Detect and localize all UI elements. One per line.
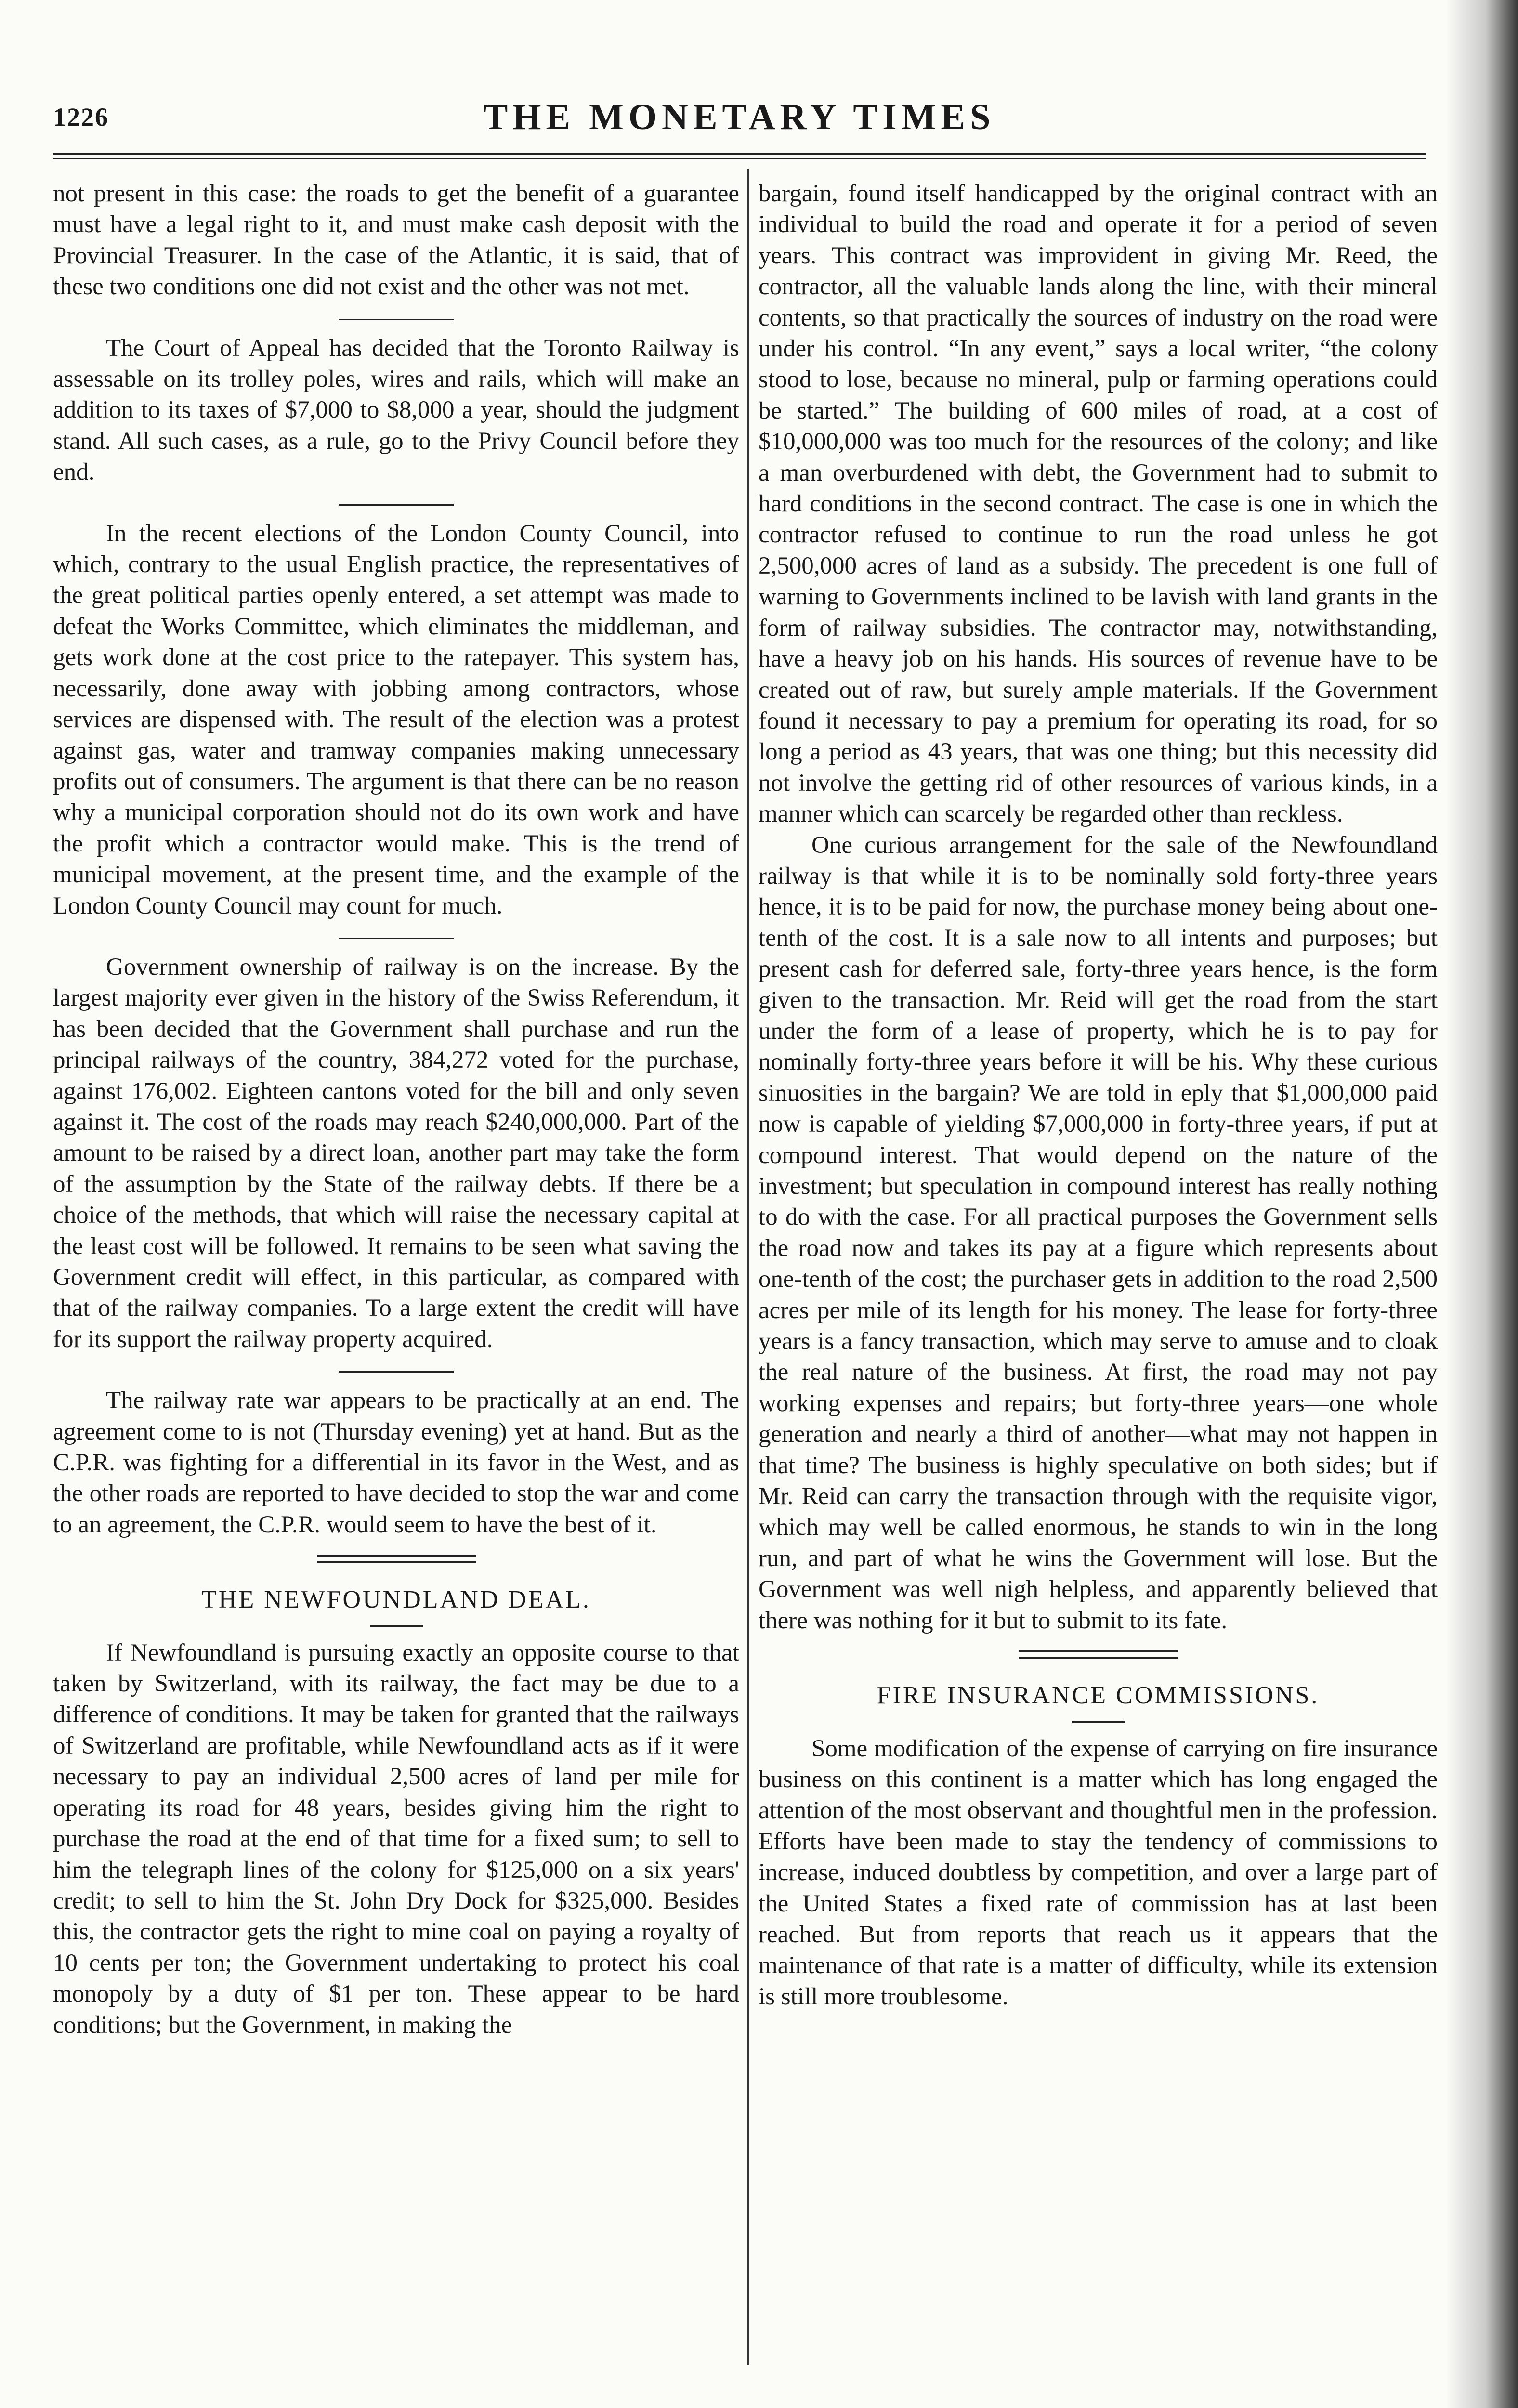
heading-underline [370, 1625, 423, 1627]
paragraph-fire-insurance: Some modification of the expense of carrying on fire insurance business on this continent is a matter which has long engaged the attention of the most observant and thoughtful men in the profession. Efforts have been made to stay the tendency of commissions to increase, induced doubtless by competition, and over a large part of the United States a fixed rate of commission has at last been reached. But from reports that reach us it appears that the maintenance of that rate is a matter of difficulty, while its extension is still more troublesome. [759, 1735, 1438, 2010]
paragraph-rate-war: The railway rate war appears to be practically at an end. The agreement come to is not (Thursday evening) yet at hand. But as the C.P.R. was fighting for a differential in its favor in the West, and as the other roads are reported to have decided to stop the war and come to an agreement, the C.P.R. would seem to have the best of it. [53, 1387, 739, 1538]
page-header [53, 96, 1426, 149]
paragraph-bargain: bargain, found itself handicapped by the original contract with an individual to build the road and operate it for a period of seven years. This contract was improvident in giving Mr. Reed, the contractor, all the valuable lands along the line, with their mineral contents, so that practically the sources of industry on the road were under his control. “In any event,” says a local writer, “the colony stood to lose, because no mineral, pulp or farming operations could be started.” The building of 600 miles of road, at a cost of $10,000,000 was too much for the resources of the colony; and like a man overburdened with debt, the Government had to submit to hard conditions in the second contract. The case is one in which the contractor refused to continue to run the road unless he got 2,500,000 acres of land as a subsidy. The precedent is one full of warning to Governments inclined to be lavish with land grants in the form of railway subsidies. The contractor may, notwithstanding, have a heavy job on his hands. His sources of revenue have to be created out of raw, but surely ample materials. If the Government found it necessary to pay a premium for operating its road, for so long a period as 43 years, that was one thing; but this necessity did not involve the getting rid of other resources of various kinds, in a manner which can scarcely be regarded other than reckless. [759, 180, 1438, 828]
paragraph-newfoundland-deal: If Newfoundland is pursuing exactly an opposite course to that taken by Switzerland, with its railway, the fact may be due to a difference of conditions. It may be taken for granted that the railways of Switzerland are profitable, while Newfoundland acts as if it were necessary to pay an individual 2,500 acres of land per mile for operating its road for 48 years, besides giving him the right to purchase the road at the end of that time for a fixed sum; to sell to him the telegraph lines of the colony for $125,000 on a six years' credit; to sell to him the St. John Dry Dock for $325,000. Besides this, the contractor gets the right to mine coal on paying a royalty of 10 cents per ton; the Government undertaking to protect his coal monopoly by a duty of $1 per ton. These appear to be hard conditions; but the Government, in making the [53, 1639, 739, 2039]
heading-underline [1072, 1721, 1125, 1723]
paragraph-roads-guarantee: not present in this case: the roads to get the benefit of a guarantee must have a legal right to it, and must make cash deposit with the Provincial Treasurer. In the case of the Atlantic, it is said, that of these two conditions one did not exist and the other was not met. [53, 180, 739, 301]
section-double-rule [1019, 1650, 1178, 1659]
section-double-rule [317, 1555, 476, 1563]
separator-rule [339, 504, 454, 506]
column-divider [747, 169, 749, 2365]
section-heading-newfoundland: THE NEWFOUNDLAND DEAL. [201, 1586, 591, 1614]
right-column [759, 178, 1438, 2012]
journal-title: THE MONETARY TIMES [483, 97, 995, 137]
separator-rule [339, 1371, 454, 1373]
separator-rule [339, 938, 454, 939]
separator-rule [339, 319, 454, 320]
paragraph-london-county-council: In the recent elections of the London County Council, into which, contrary to the usual English practice, the representatives of the great political parties openly entered, a set attempt was made to defeat the Works Committee, which eliminates the middleman, and gets work done at the cost price to the ratepayer. This system has, necessarily, done away with jobbing among contractors, whose services are dispensed with. The result of the election was a protest against gas, water and tramway companies making unnecessary profits out of consumers. The argument is that there can be no reason why a municipal corporation should not do its own work and have the profit which a contractor would make. This is the trend of municipal movement, at the present time, and the example of the London County Council may count for much. [53, 520, 739, 919]
paragraph-swiss-referendum: Government ownership of railway is on the increase. By the largest majority ever given in the history of the Swiss Referendum, it has been decided that the Government shall purchase and run the principal railways of the country, 384,272 voted for the purchase, against 176,002. Eighteen cantons voted for the bill and only seven against it. The cost of the roads may reach $240,000,000. Part of the amount to be raised by a direct loan, another part may take the form of the assumption by the State of the railway debts. If there be a choice of the methods, that which will raise the necessary capital at the least cost will be followed. It remains to be seen what saving the Government credit will effect, in this particular, as compared with that of the railway companies. To a large extent the credit will have for its support the railway property acquired. [53, 953, 739, 1353]
page-spine-shadow [1446, 0, 1518, 2408]
left-column [53, 178, 739, 2041]
paragraph-court-of-appeal: The Court of Appeal has decided that the Toronto Railway is assessable on its trolley poles, wires and rails, which will make an addition to its taxes of $7,000 to $8,000 a year, should the judgment stand. All such cases, as a rule, go to the Privy Council before they end. [53, 334, 739, 486]
header-rule [53, 153, 1426, 159]
page-number: 1226 [53, 103, 109, 131]
paragraph-curious-arrangement: One curious arrangement for the sale of the Newfoundland railway is that while it is to be nominally sold forty-three years hence, it is to be paid for now, the purchase money being about one-tenth of the cost. It is a sale now to all intents and purposes; but present cash for deferred sale, forty-three years hence, is the form given to the transaction. Mr. Reid will get the road from the start under the form of a lease of property, which he is to pay for nominally forty-three years before it will be his. Why these curious sinuosities in the bargain? We are told in eply that $1,000,000 paid now is capable of yielding $7,000,000 in forty-three years, if put at compound interest. That would depend on the nature of the investment; but speculation in compound interest has really nothing to do with the case. For all practical purposes the Government sells the road now and takes its pay at a figure which represents about one-tenth of the cost; the purchaser gets in addition to the road 2,500 acres per mile of its length for his money. The lease for forty-three years is a fancy transaction, which may serve to amuse and to cloak the real nature of the business. At first, the road may not pay working expenses and repairs; but forty-three years—one whole generation and nearly a third of another—what may not happen in that time? The business is highly speculative on both sides; but if Mr. Reid can carry the transaction through with the requisite vigor, which may well be called enormous, he stands to win in the long run, and part of what he wins the Government will lose. But the Government was well nigh helpless, and apparently believed that there was nothing for it but to submit to its fate. [759, 831, 1438, 1634]
section-heading-fire-insurance: FIRE INSURANCE COMMISSIONS. [877, 1682, 1320, 1710]
